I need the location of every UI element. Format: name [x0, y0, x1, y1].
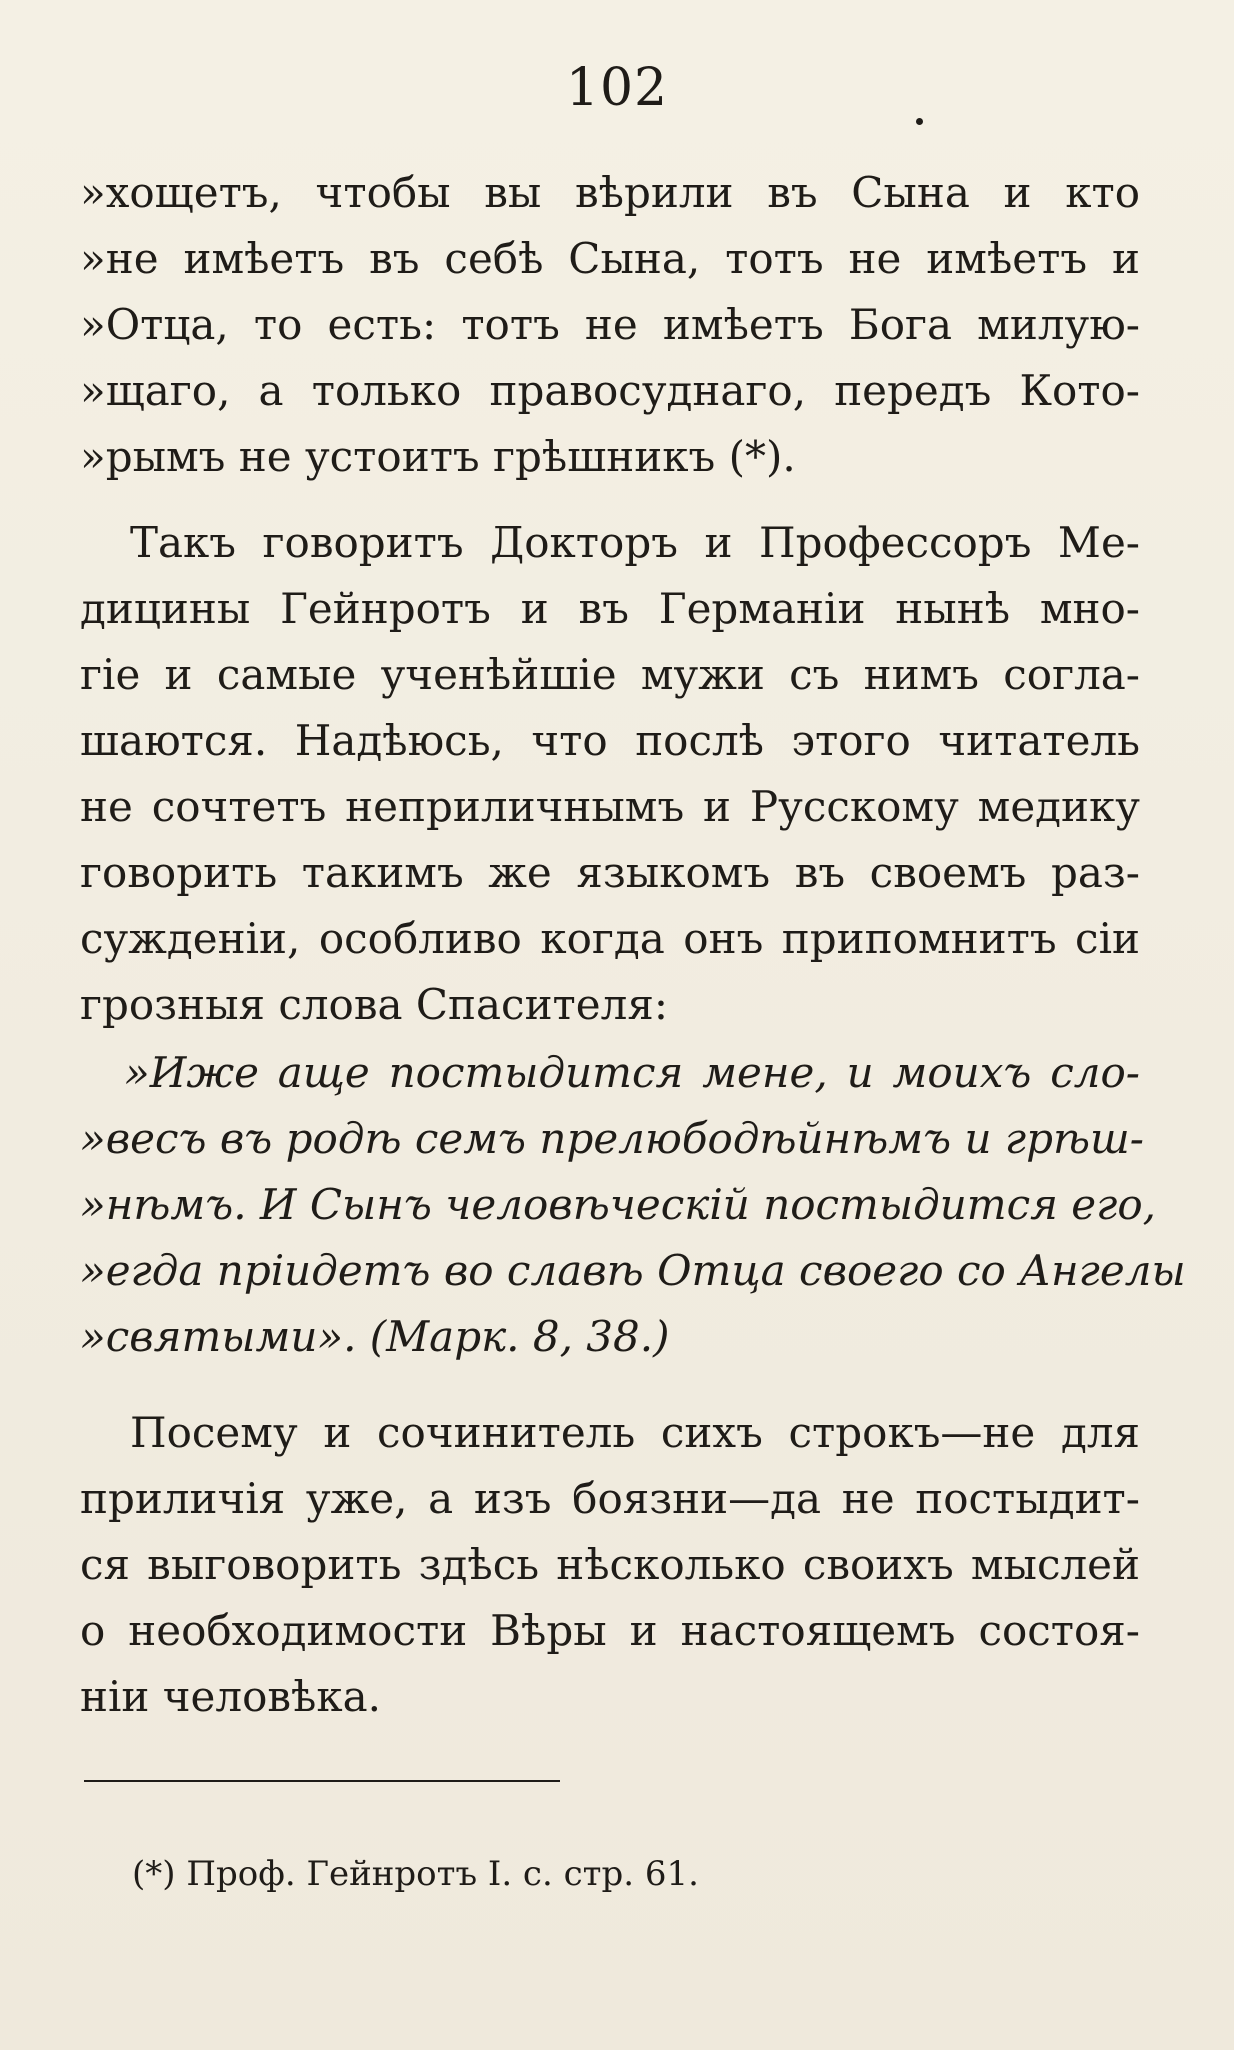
text-line: не сочтетъ неприличнымъ и Русскому медику: [80, 782, 1140, 831]
page-number: 102: [565, 58, 669, 118]
paragraph-1: [80, 160, 1140, 490]
printer-dot: [916, 118, 923, 125]
footnote: (*) Проф. Гейнротъ I. с. стр. 61.: [132, 1854, 699, 1894]
text-line: ся выговорить здѣсь нѣсколько своихъ мыслей: [80, 1540, 1140, 1589]
text-line: гіе и самые ученѣйшіе мужи съ нимъ согла-: [80, 650, 1140, 699]
text-line: Посему и сочинитель сихъ строкъ—не для: [130, 1408, 1140, 1457]
quote-line: »нѣмъ. И Сынъ человѣческій постыдится его,: [80, 1180, 1156, 1229]
text-line: Такъ говоритъ Докторъ и Профессоръ Ме-: [130, 518, 1140, 567]
paragraph-4: [80, 1400, 1140, 1730]
text-line: »рымъ не устоитъ грѣшникъ (*).: [80, 432, 796, 481]
footnote-divider: [84, 1780, 560, 1782]
text-line: »не имѣетъ въ себѣ Сына, тотъ не имѣетъ и: [80, 234, 1140, 283]
text-line: »Отца, то есть: тотъ не имѣетъ Бога милую-: [80, 300, 1140, 349]
text-line: говорить такимъ же языкомъ въ своемъ раз-: [80, 848, 1140, 897]
text-line: дицины Гейнротъ и въ Германіи нынѣ мно-: [80, 584, 1140, 633]
paragraph-2: [80, 510, 1140, 1038]
quote-line: »святыми». (Марк. 8, 38.): [80, 1312, 670, 1361]
scripture-quote: [80, 1040, 1186, 1370]
text-line: »щаго, а только правосуднаго, передъ Кото-: [80, 366, 1140, 415]
text-line: приличія уже, а изъ боязни—да не постыдит-: [80, 1474, 1140, 1523]
quote-line: »Иже аще постыдится мене, и моихъ сло-: [124, 1048, 1140, 1097]
text-line: о необходимости Вѣры и настоящемъ состоя-: [80, 1606, 1140, 1655]
text-line: шаются. Надѣюсь, что послѣ этого читатель: [80, 716, 1140, 765]
text-line: ніи человѣка.: [80, 1672, 381, 1721]
text-line: »хощетъ, чтобы вы вѣрили въ Сына и кто: [80, 168, 1140, 217]
text-line: сужденіи, особливо когда онъ припомнитъ сіи: [80, 914, 1140, 963]
quote-line: »весъ въ родѣ семъ прелюбодѣйнѣмъ и грѣш-: [80, 1114, 1144, 1163]
text-line: грозныя слова Спасителя:: [80, 980, 668, 1029]
quote-line: »егда пріидетъ во славѣ Отца своего со Ангелы: [80, 1246, 1186, 1295]
